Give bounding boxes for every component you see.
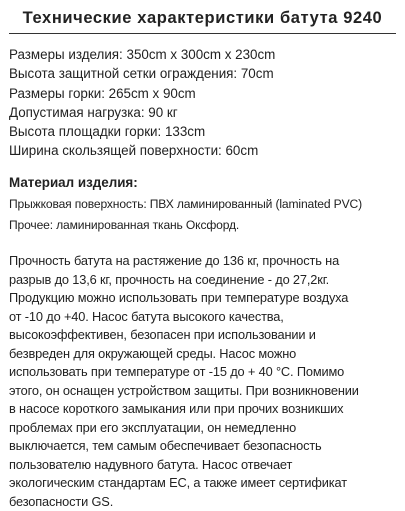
material-list xyxy=(9,194,404,235)
specs-list xyxy=(9,45,401,161)
description-line: Прочность батута на растяжение до 136 кг, прочность на xyxy=(9,252,401,271)
description-line: безвреден для окружающей среды. Насос можно xyxy=(9,345,401,364)
description-line: выключается, тем самым обеспечивает безопасность xyxy=(9,437,401,456)
title-underline xyxy=(9,33,396,34)
description-line: экологическим стандартам ЕС, а также имеет сертификат xyxy=(9,474,401,493)
description-line: в насосе короткого замыкания или при прочих возникших xyxy=(9,400,401,419)
material-heading: Материал изделия: xyxy=(9,175,138,190)
description-line: использовать при температуре от -15 до + 40 °C. Помимо xyxy=(9,363,401,382)
description-line: Продукцию можно использовать при температуре воздуха xyxy=(9,289,401,308)
description-line: от -10 до +40. Насос батута высокого качества, xyxy=(9,308,401,327)
description-paragraph xyxy=(9,252,401,511)
material-other: Прочее: ламинированная ткань Оксфорд. xyxy=(9,215,404,236)
description-line: пользователю надувного батута. Насос отвечает xyxy=(9,456,401,475)
spec-net-height: Высота защитной сетки ограждения: 70cm xyxy=(9,64,401,83)
description-line: разрыв до 13,6 кг, прочность на соединение - до 27,2кг. xyxy=(9,271,401,290)
description-line: высокоэффективен, безопасен при использовании и xyxy=(9,326,401,345)
description-line: безопасности GS. xyxy=(9,493,401,511)
spec-slide-width: Ширина скользящей поверхности: 60cm xyxy=(9,141,401,160)
description-line: проблемах при его эксплуатации, он немедленно xyxy=(9,419,401,438)
page-title: Технические характеристики батута 9240 xyxy=(0,9,405,28)
spec-slide-size: Размеры горки: 265cm x 90cm xyxy=(9,84,401,103)
spec-dimensions: Размеры изделия: 350cm x 300cm x 230cm xyxy=(9,45,401,64)
spec-max-load: Допустимая нагрузка: 90 кг xyxy=(9,103,401,122)
description-line: этого, он оснащен устройством защиты. При возникновении xyxy=(9,382,401,401)
material-jump-surface: Прыжковая поверхность: ПВХ ламинированный (laminated PVC) xyxy=(9,194,404,215)
spec-slide-platform-height: Высота площадки горки: 133cm xyxy=(9,122,401,141)
